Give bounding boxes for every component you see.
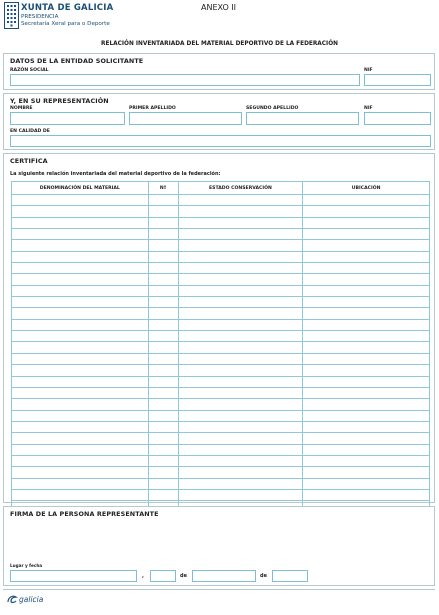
representation-section-title: Y, EN SU REPRESENTACIÓN — [10, 97, 109, 105]
table-row — [12, 217, 430, 228]
estado-cell[interactable] — [178, 319, 303, 330]
ubicacion-cell[interactable] — [303, 353, 430, 364]
xunta-shield-icon — [4, 2, 19, 29]
numero-cell[interactable] — [148, 206, 178, 217]
estado-cell[interactable] — [178, 285, 303, 296]
numero-cell[interactable] — [148, 195, 178, 206]
entity-nif-field[interactable] — [364, 74, 431, 86]
denominacion-cell[interactable] — [12, 455, 149, 466]
place-field[interactable] — [10, 570, 137, 582]
razon-social-label: RAZÓN SOCIAL — [10, 68, 49, 73]
denominacion-cell[interactable] — [12, 478, 149, 489]
estado-cell[interactable] — [178, 399, 303, 410]
denominacion-cell[interactable] — [12, 206, 149, 217]
org-name: XUNTA DE GALICIA — [21, 3, 114, 13]
denominacion-cell[interactable] — [12, 319, 149, 330]
inventory-table — [11, 181, 430, 524]
ubicacion-cell[interactable] — [303, 297, 430, 308]
ubicacion-cell[interactable] — [303, 342, 430, 353]
estado-cell[interactable] — [178, 297, 303, 308]
ubicacion-cell[interactable] — [303, 263, 430, 274]
table-row — [12, 433, 430, 444]
denominacion-cell[interactable] — [12, 217, 149, 228]
denominacion-cell[interactable] — [12, 376, 149, 387]
estado-cell[interactable] — [178, 206, 303, 217]
numero-cell[interactable] — [148, 444, 178, 455]
estado-cell[interactable] — [178, 353, 303, 364]
table-row — [12, 240, 430, 251]
ubicacion-cell[interactable] — [303, 240, 430, 251]
estado-cell[interactable] — [178, 240, 303, 251]
table-row — [12, 319, 430, 330]
galicia-footer-text: galicia — [19, 594, 44, 604]
estado-cell[interactable] — [178, 308, 303, 319]
numero-cell[interactable] — [148, 240, 178, 251]
denominacion-cell[interactable] — [12, 421, 149, 432]
comma-separator: , — [142, 573, 144, 579]
primer-apellido-field[interactable] — [129, 112, 242, 125]
numero-cell[interactable] — [148, 421, 178, 432]
ubicacion-cell[interactable] — [303, 399, 430, 410]
ubicacion-cell[interactable] — [303, 319, 430, 330]
denominacion-cell[interactable] — [12, 195, 149, 206]
table-row — [12, 331, 430, 342]
numero-cell[interactable] — [148, 342, 178, 353]
ubicacion-cell[interactable] — [303, 387, 430, 398]
representation-section — [3, 93, 435, 150]
table-row — [12, 444, 430, 455]
ubicacion-cell[interactable] — [303, 433, 430, 444]
denominacion-cell[interactable] — [12, 251, 149, 262]
year-field[interactable] — [272, 570, 308, 582]
estado-cell[interactable] — [178, 467, 303, 478]
denominacion-cell[interactable] — [12, 489, 149, 500]
table-row — [12, 263, 430, 274]
denominacion-cell[interactable] — [12, 433, 149, 444]
estado-cell[interactable] — [178, 376, 303, 387]
ubicacion-cell[interactable] — [303, 444, 430, 455]
estado-cell[interactable] — [178, 410, 303, 421]
en-calidad-label: EN CALIDAD DE — [10, 129, 50, 134]
ubicacion-cell[interactable] — [303, 217, 430, 228]
table-row — [12, 399, 430, 410]
certifica-section-title: CERTIFICA — [10, 157, 48, 165]
estado-cell[interactable] — [178, 365, 303, 376]
estado-cell[interactable] — [178, 455, 303, 466]
sub-department-name: Secretaría Xeral para o Deporte — [21, 21, 110, 27]
galicia-footer-logo — [6, 592, 43, 606]
ubicacion-cell[interactable] — [303, 308, 430, 319]
estado-cell[interactable] — [178, 478, 303, 489]
ubicacion-cell[interactable] — [303, 467, 430, 478]
numero-cell[interactable] — [148, 319, 178, 330]
numero-cell[interactable] — [148, 478, 178, 489]
ubicacion-cell[interactable] — [303, 229, 430, 240]
nif-label: NIF — [364, 68, 373, 73]
denominacion-cell[interactable] — [12, 240, 149, 251]
numero-cell[interactable] — [148, 353, 178, 364]
table-row — [12, 387, 430, 398]
estado-cell[interactable] — [178, 489, 303, 500]
table-row — [12, 478, 430, 489]
table-row — [12, 206, 430, 217]
denominacion-cell[interactable] — [12, 285, 149, 296]
col-estado: ESTADO CONSERVACIÓN — [178, 182, 303, 195]
numero-cell[interactable] — [148, 410, 178, 421]
ubicacion-cell[interactable] — [303, 410, 430, 421]
numero-cell[interactable] — [148, 376, 178, 387]
table-row — [12, 195, 430, 206]
ubicacion-cell[interactable] — [303, 365, 430, 376]
estado-cell[interactable] — [178, 274, 303, 285]
de-separator-2: de — [260, 573, 267, 579]
denominacion-cell[interactable] — [12, 444, 149, 455]
numero-cell[interactable] — [148, 297, 178, 308]
denominacion-cell[interactable] — [12, 399, 149, 410]
estado-cell[interactable] — [178, 263, 303, 274]
estado-cell[interactable] — [178, 217, 303, 228]
denominacion-cell[interactable] — [12, 263, 149, 274]
galicia-swirl-icon — [6, 593, 18, 605]
table-row — [12, 297, 430, 308]
ubicacion-cell[interactable] — [303, 206, 430, 217]
denominacion-cell[interactable] — [12, 353, 149, 364]
table-row — [12, 455, 430, 466]
col-denominacion: DENOMINACIÓN DEL MATERIAL — [12, 182, 149, 195]
nombre-label: NOMBRE — [10, 106, 33, 111]
ubicacion-cell[interactable] — [303, 285, 430, 296]
table-row — [12, 489, 430, 500]
nombre-field[interactable] — [10, 112, 125, 125]
inventory-header-row — [12, 182, 430, 195]
segundo-apellido-field[interactable] — [246, 112, 359, 125]
numero-cell[interactable] — [148, 433, 178, 444]
table-row — [12, 421, 430, 432]
numero-cell[interactable] — [148, 331, 178, 342]
estado-cell[interactable] — [178, 229, 303, 240]
numero-cell[interactable] — [148, 455, 178, 466]
numero-cell[interactable] — [148, 263, 178, 274]
table-row — [12, 308, 430, 319]
entity-section-title: DATOS DE LA ENTIDAD SOLICITANTE — [10, 57, 144, 65]
table-row — [12, 353, 430, 364]
denominacion-cell[interactable] — [12, 331, 149, 342]
denominacion-cell[interactable] — [12, 467, 149, 478]
footer-divider — [3, 589, 435, 590]
segundo-apellido-label: SEGUNDO APELLIDO — [246, 106, 299, 111]
rep-nif-field[interactable] — [364, 112, 431, 125]
certifica-intro: La siguiente relación inventariada del material deportivo de la federación: — [10, 171, 221, 177]
place-date-label: Lugar y fecha — [10, 563, 43, 568]
de-separator-1: de — [180, 573, 187, 579]
ubicacion-cell[interactable] — [303, 455, 430, 466]
numero-cell[interactable] — [148, 399, 178, 410]
col-ubicacion: UBICACIÓN — [303, 182, 430, 195]
estado-cell[interactable] — [178, 421, 303, 432]
numero-cell[interactable] — [148, 308, 178, 319]
ubicacion-cell[interactable] — [303, 195, 430, 206]
ubicacion-cell[interactable] — [303, 478, 430, 489]
estado-cell[interactable] — [178, 331, 303, 342]
estado-cell[interactable] — [178, 195, 303, 206]
numero-cell[interactable] — [148, 217, 178, 228]
day-field[interactable] — [150, 570, 176, 582]
estado-cell[interactable] — [178, 251, 303, 262]
entity-section — [3, 53, 435, 90]
table-row — [12, 229, 430, 240]
ubicacion-cell[interactable] — [303, 376, 430, 387]
numero-cell[interactable] — [148, 251, 178, 262]
numero-cell[interactable] — [148, 467, 178, 478]
en-calidad-field[interactable] — [10, 135, 431, 147]
table-row — [12, 342, 430, 353]
denominacion-cell[interactable] — [12, 410, 149, 421]
signature-section — [3, 506, 435, 586]
table-row — [12, 274, 430, 285]
primer-apellido-label: PRIMER APELLIDO — [129, 106, 176, 111]
table-row — [12, 467, 430, 478]
ubicacion-cell[interactable] — [303, 489, 430, 500]
denominacion-cell[interactable] — [12, 365, 149, 376]
denominacion-cell[interactable] — [12, 297, 149, 308]
annex-label: ANEXO II — [201, 3, 237, 12]
numero-cell[interactable] — [148, 229, 178, 240]
table-row — [12, 376, 430, 387]
denominacion-cell[interactable] — [12, 229, 149, 240]
month-field[interactable] — [192, 570, 256, 582]
numero-cell[interactable] — [148, 285, 178, 296]
estado-cell[interactable] — [178, 342, 303, 353]
department-name: PRESIDENCIA — [21, 14, 59, 20]
estado-cell[interactable] — [178, 433, 303, 444]
razon-social-field[interactable] — [10, 74, 360, 86]
table-row — [12, 251, 430, 262]
denominacion-cell[interactable] — [12, 387, 149, 398]
table-row — [12, 365, 430, 376]
numero-cell[interactable] — [148, 274, 178, 285]
estado-cell[interactable] — [178, 387, 303, 398]
denominacion-cell[interactable] — [12, 342, 149, 353]
ubicacion-cell[interactable] — [303, 274, 430, 285]
table-row — [12, 410, 430, 421]
xunta-logo — [4, 2, 19, 29]
estado-cell[interactable] — [178, 444, 303, 455]
signature-section-title: FIRMA DE LA PERSONA REPRESENTANTE — [10, 510, 159, 518]
rep-nif-label: NIF — [364, 106, 373, 111]
numero-cell[interactable] — [148, 365, 178, 376]
denominacion-cell[interactable] — [12, 274, 149, 285]
numero-cell[interactable] — [148, 387, 178, 398]
table-row — [12, 285, 430, 296]
ubicacion-cell[interactable] — [303, 331, 430, 342]
col-numero: Nº — [148, 182, 178, 195]
page-title: RELACIÓN INVENTARIADA DEL MATERIAL DEPORTIVO DE LA FEDERACIÓN — [101, 41, 338, 47]
numero-cell[interactable] — [148, 489, 178, 500]
denominacion-cell[interactable] — [12, 308, 149, 319]
ubicacion-cell[interactable] — [303, 421, 430, 432]
ubicacion-cell[interactable] — [303, 251, 430, 262]
